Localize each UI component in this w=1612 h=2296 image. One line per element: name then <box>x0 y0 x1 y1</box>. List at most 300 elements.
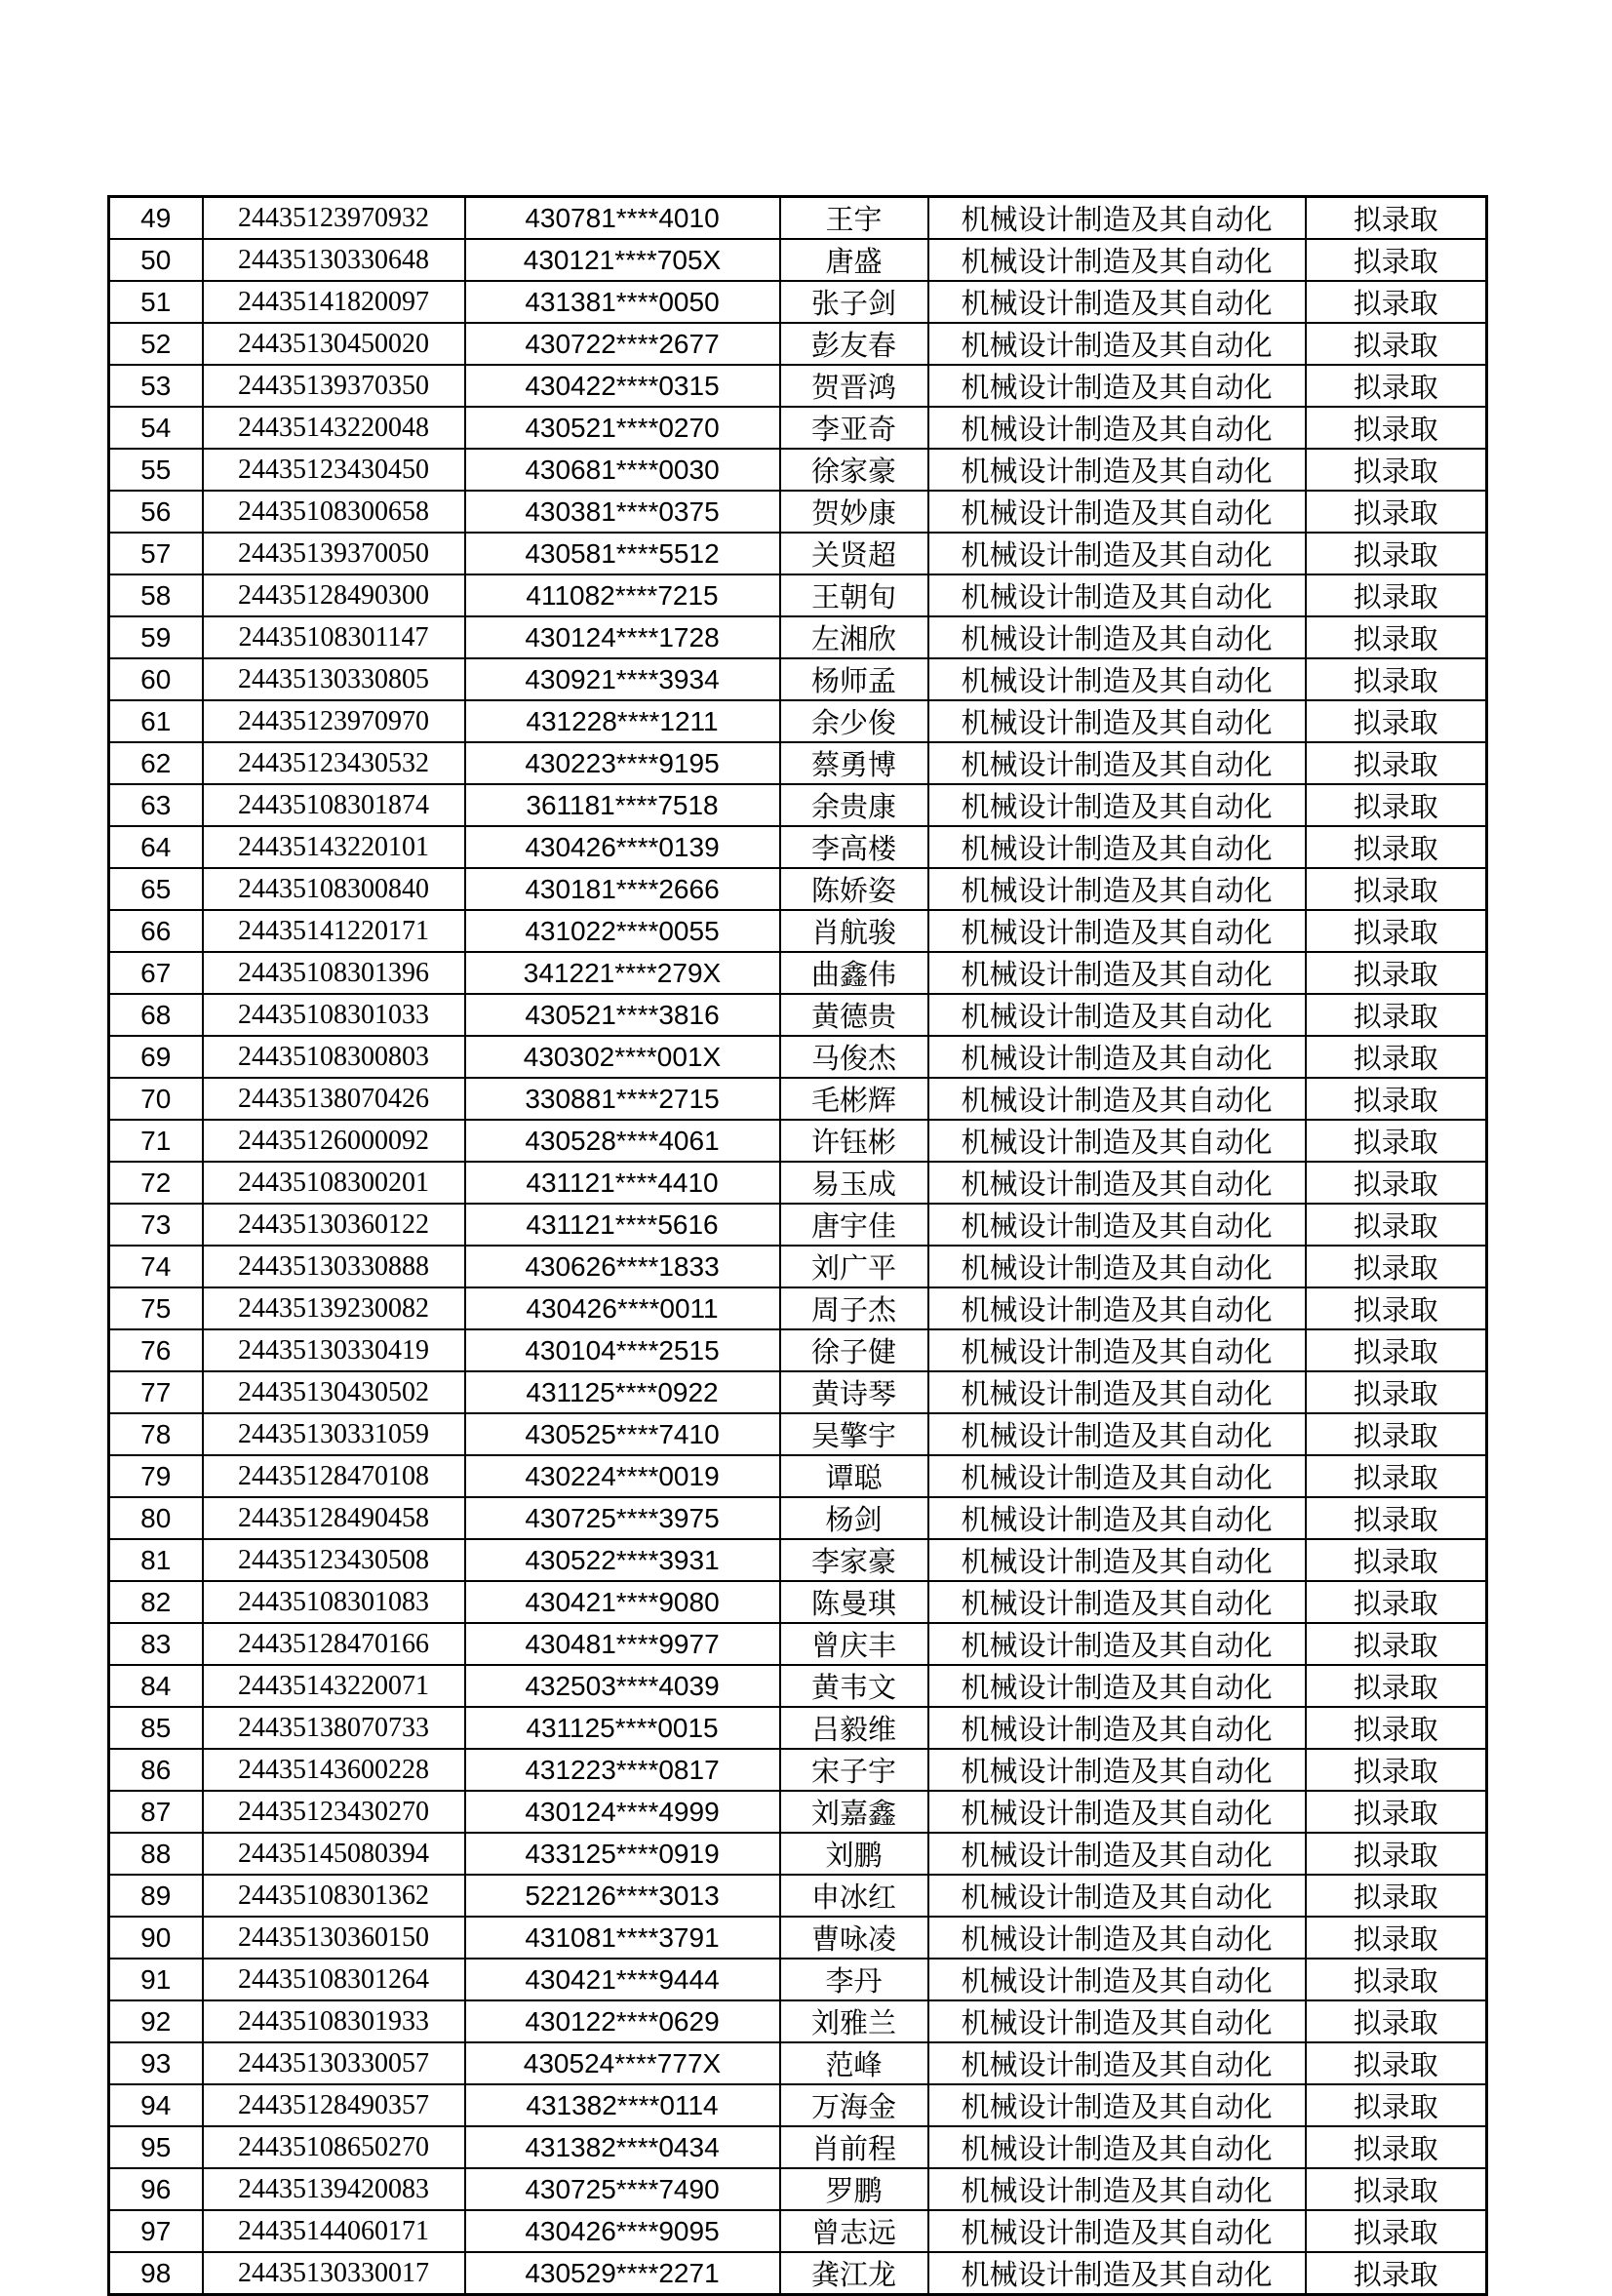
table-row <box>109 1833 1487 1875</box>
row-number-cell: 89 <box>109 1875 203 1917</box>
row-number-cell: 64 <box>109 826 203 868</box>
student-name-cell: 申冰红 <box>780 1875 928 1917</box>
table-row <box>109 742 1487 784</box>
id-number-cell: 430725****7490 <box>465 2168 780 2210</box>
student-name-cell: 左湘欣 <box>780 616 928 658</box>
exam-number-cell: 24435130331059 <box>203 1413 465 1455</box>
major-cell: 机械设计制造及其自动化 <box>928 1078 1306 1120</box>
id-number-cell: 430525****7410 <box>465 1413 780 1455</box>
status-cell: 拟录取 <box>1306 1497 1487 1539</box>
row-number-cell: 86 <box>109 1749 203 1791</box>
exam-number-cell: 24435143220071 <box>203 1665 465 1707</box>
id-number-cell: 430521****0270 <box>465 407 780 449</box>
status-cell: 拟录取 <box>1306 1959 1487 2000</box>
id-number-cell: 430725****3975 <box>465 1497 780 1539</box>
student-name-cell: 曹咏凌 <box>780 1917 928 1959</box>
row-number-cell: 95 <box>109 2126 203 2168</box>
row-number-cell: 74 <box>109 1246 203 1287</box>
major-cell: 机械设计制造及其自动化 <box>928 784 1306 826</box>
id-number-cell: 430124****4999 <box>465 1791 780 1833</box>
row-number-cell: 91 <box>109 1959 203 2000</box>
table-row <box>109 1371 1487 1413</box>
student-name-cell: 龚江龙 <box>780 2252 928 2295</box>
id-number-cell: 430122****0629 <box>465 2000 780 2042</box>
student-name-cell: 徐家豪 <box>780 449 928 491</box>
status-cell: 拟录取 <box>1306 2126 1487 2168</box>
major-cell: 机械设计制造及其自动化 <box>928 491 1306 533</box>
major-cell: 机械设计制造及其自动化 <box>928 1959 1306 2000</box>
row-number-cell: 60 <box>109 658 203 700</box>
major-cell: 机械设计制造及其自动化 <box>928 910 1306 952</box>
row-number-cell: 54 <box>109 407 203 449</box>
id-number-cell: 430522****3931 <box>465 1539 780 1581</box>
status-cell: 拟录取 <box>1306 994 1487 1036</box>
status-cell: 拟录取 <box>1306 1329 1487 1371</box>
row-number-cell: 49 <box>109 197 203 240</box>
id-number-cell: 430781****4010 <box>465 197 780 240</box>
row-number-cell: 96 <box>109 2168 203 2210</box>
student-name-cell: 曾志远 <box>780 2210 928 2252</box>
table-row <box>109 239 1487 281</box>
table-row <box>109 1791 1487 1833</box>
table-row <box>109 1581 1487 1623</box>
id-number-cell: 430524****777X <box>465 2042 780 2084</box>
exam-number-cell: 24435130330648 <box>203 239 465 281</box>
student-name-cell: 贺妙康 <box>780 491 928 533</box>
id-number-cell: 330881****2715 <box>465 1078 780 1120</box>
status-cell: 拟录取 <box>1306 197 1487 240</box>
exam-number-cell: 24435143220101 <box>203 826 465 868</box>
exam-number-cell: 24435128490357 <box>203 2084 465 2126</box>
major-cell: 机械设计制造及其自动化 <box>928 281 1306 323</box>
row-number-cell: 80 <box>109 1497 203 1539</box>
exam-number-cell: 24435139370050 <box>203 533 465 574</box>
exam-number-cell: 24435139230082 <box>203 1287 465 1329</box>
major-cell: 机械设计制造及其自动化 <box>928 952 1306 994</box>
exam-number-cell: 24435108301083 <box>203 1581 465 1623</box>
student-name-cell: 李亚奇 <box>780 407 928 449</box>
student-name-cell: 王宇 <box>780 197 928 240</box>
major-cell: 机械设计制造及其自动化 <box>928 323 1306 365</box>
table-row <box>109 994 1487 1036</box>
row-number-cell: 58 <box>109 574 203 616</box>
student-name-cell: 杨师孟 <box>780 658 928 700</box>
student-name-cell: 黄德贵 <box>780 994 928 1036</box>
student-name-cell: 唐盛 <box>780 239 928 281</box>
id-number-cell: 430421****9444 <box>465 1959 780 2000</box>
exam-number-cell: 24435130330017 <box>203 2252 465 2295</box>
status-cell: 拟录取 <box>1306 826 1487 868</box>
major-cell: 机械设计制造及其自动化 <box>928 868 1306 910</box>
row-number-cell: 69 <box>109 1036 203 1078</box>
student-name-cell: 吕毅维 <box>780 1707 928 1749</box>
table-row <box>109 1455 1487 1497</box>
exam-number-cell: 24435108300201 <box>203 1162 465 1204</box>
exam-number-cell: 24435139370350 <box>203 365 465 407</box>
id-number-cell: 431121****4410 <box>465 1162 780 1204</box>
exam-number-cell: 24435130330805 <box>203 658 465 700</box>
status-cell: 拟录取 <box>1306 1078 1487 1120</box>
student-name-cell: 唐宇佳 <box>780 1204 928 1246</box>
row-number-cell: 75 <box>109 1287 203 1329</box>
major-cell: 机械设计制造及其自动化 <box>928 1246 1306 1287</box>
student-name-cell: 马俊杰 <box>780 1036 928 1078</box>
major-cell: 机械设计制造及其自动化 <box>928 1791 1306 1833</box>
student-name-cell: 肖前程 <box>780 2126 928 2168</box>
major-cell: 机械设计制造及其自动化 <box>928 1371 1306 1413</box>
major-cell: 机械设计制造及其自动化 <box>928 449 1306 491</box>
row-number-cell: 79 <box>109 1455 203 1497</box>
table-row <box>109 784 1487 826</box>
status-cell: 拟录取 <box>1306 784 1487 826</box>
table-row <box>109 826 1487 868</box>
major-cell: 机械设计制造及其自动化 <box>928 533 1306 574</box>
id-number-cell: 430121****705X <box>465 239 780 281</box>
status-cell: 拟录取 <box>1306 742 1487 784</box>
major-cell: 机械设计制造及其自动化 <box>928 742 1306 784</box>
id-number-cell: 431125****0015 <box>465 1707 780 1749</box>
status-cell: 拟录取 <box>1306 533 1487 574</box>
student-name-cell: 余贵康 <box>780 784 928 826</box>
id-number-cell: 430426****9095 <box>465 2210 780 2252</box>
table-row <box>109 2042 1487 2084</box>
student-name-cell: 刘嘉鑫 <box>780 1791 928 1833</box>
student-name-cell: 刘广平 <box>780 1246 928 1287</box>
id-number-cell: 430626****1833 <box>465 1246 780 1287</box>
major-cell: 机械设计制造及其自动化 <box>928 1287 1306 1329</box>
row-number-cell: 63 <box>109 784 203 826</box>
student-name-cell: 李丹 <box>780 1959 928 2000</box>
exam-number-cell: 24435138070426 <box>203 1078 465 1120</box>
status-cell: 拟录取 <box>1306 1749 1487 1791</box>
id-number-cell: 431381****0050 <box>465 281 780 323</box>
student-name-cell: 宋子宇 <box>780 1749 928 1791</box>
major-cell: 机械设计制造及其自动化 <box>928 658 1306 700</box>
table-row <box>109 2126 1487 2168</box>
id-number-cell: 361181****7518 <box>465 784 780 826</box>
major-cell: 机械设计制造及其自动化 <box>928 2252 1306 2295</box>
id-number-cell: 431081****3791 <box>465 1917 780 1959</box>
id-number-cell: 430223****9195 <box>465 742 780 784</box>
id-number-cell: 430426****0139 <box>465 826 780 868</box>
row-number-cell: 72 <box>109 1162 203 1204</box>
table-row <box>109 1749 1487 1791</box>
exam-number-cell: 24435128490458 <box>203 1497 465 1539</box>
table-row <box>109 1917 1487 1959</box>
row-number-cell: 76 <box>109 1329 203 1371</box>
status-cell: 拟录取 <box>1306 700 1487 742</box>
student-name-cell: 易玉成 <box>780 1162 928 1204</box>
status-cell: 拟录取 <box>1306 1036 1487 1078</box>
table-row <box>109 1287 1487 1329</box>
id-number-cell: 430124****1728 <box>465 616 780 658</box>
table-row <box>109 1246 1487 1287</box>
table-row <box>109 2210 1487 2252</box>
status-cell: 拟录取 <box>1306 2168 1487 2210</box>
exam-number-cell: 24435108650270 <box>203 2126 465 2168</box>
student-name-cell: 黄诗琴 <box>780 1371 928 1413</box>
table-row <box>109 868 1487 910</box>
table-row <box>109 1329 1487 1371</box>
table-row <box>109 2168 1487 2210</box>
table-row <box>109 1120 1487 1162</box>
status-cell: 拟录取 <box>1306 868 1487 910</box>
id-number-cell: 431121****5616 <box>465 1204 780 1246</box>
status-cell: 拟录取 <box>1306 1413 1487 1455</box>
status-cell: 拟录取 <box>1306 323 1487 365</box>
exam-number-cell: 24435108301147 <box>203 616 465 658</box>
exam-number-cell: 24435130430502 <box>203 1371 465 1413</box>
major-cell: 机械设计制造及其自动化 <box>928 616 1306 658</box>
row-number-cell: 97 <box>109 2210 203 2252</box>
student-name-cell: 蔡勇博 <box>780 742 928 784</box>
row-number-cell: 81 <box>109 1539 203 1581</box>
row-number-cell: 59 <box>109 616 203 658</box>
student-name-cell: 黄韦文 <box>780 1665 928 1707</box>
row-number-cell: 82 <box>109 1581 203 1623</box>
major-cell: 机械设计制造及其自动化 <box>928 1833 1306 1875</box>
table-row <box>109 281 1487 323</box>
table-row <box>109 407 1487 449</box>
row-number-cell: 57 <box>109 533 203 574</box>
status-cell: 拟录取 <box>1306 2252 1487 2295</box>
table-row <box>109 1665 1487 1707</box>
major-cell: 机械设计制造及其自动化 <box>928 1749 1306 1791</box>
student-name-cell: 曾庆丰 <box>780 1623 928 1665</box>
row-number-cell: 53 <box>109 365 203 407</box>
id-number-cell: 430722****2677 <box>465 323 780 365</box>
id-number-cell: 431382****0114 <box>465 2084 780 2126</box>
row-number-cell: 88 <box>109 1833 203 1875</box>
major-cell: 机械设计制造及其自动化 <box>928 2168 1306 2210</box>
major-cell: 机械设计制造及其自动化 <box>928 2000 1306 2042</box>
exam-number-cell: 24435141220171 <box>203 910 465 952</box>
id-number-cell: 411082****7215 <box>465 574 780 616</box>
major-cell: 机械设计制造及其自动化 <box>928 1329 1306 1371</box>
student-name-cell: 罗鹏 <box>780 2168 928 2210</box>
row-number-cell: 83 <box>109 1623 203 1665</box>
student-name-cell: 关贤超 <box>780 533 928 574</box>
student-name-cell: 杨剑 <box>780 1497 928 1539</box>
exam-number-cell: 24435126000092 <box>203 1120 465 1162</box>
table-row <box>109 449 1487 491</box>
row-number-cell: 90 <box>109 1917 203 1959</box>
status-cell: 拟录取 <box>1306 1833 1487 1875</box>
admission-table <box>107 195 1488 2296</box>
id-number-cell: 433125****0919 <box>465 1833 780 1875</box>
id-number-cell: 430422****0315 <box>465 365 780 407</box>
exam-number-cell: 24435123430532 <box>203 742 465 784</box>
table-row <box>109 700 1487 742</box>
exam-number-cell: 24435108300658 <box>203 491 465 533</box>
row-number-cell: 94 <box>109 2084 203 2126</box>
id-number-cell: 430921****3934 <box>465 658 780 700</box>
table-row <box>109 2084 1487 2126</box>
status-cell: 拟录取 <box>1306 1917 1487 1959</box>
table-row <box>109 1204 1487 1246</box>
status-cell: 拟录取 <box>1306 449 1487 491</box>
exam-number-cell: 24435130330888 <box>203 1246 465 1287</box>
row-number-cell: 92 <box>109 2000 203 2042</box>
row-number-cell: 84 <box>109 1665 203 1707</box>
table-row <box>109 658 1487 700</box>
row-number-cell: 98 <box>109 2252 203 2295</box>
id-number-cell: 430529****2271 <box>465 2252 780 2295</box>
student-name-cell: 周子杰 <box>780 1287 928 1329</box>
row-number-cell: 73 <box>109 1204 203 1246</box>
exam-number-cell: 24435139420083 <box>203 2168 465 2210</box>
major-cell: 机械设计制造及其自动化 <box>928 994 1306 1036</box>
status-cell: 拟录取 <box>1306 1120 1487 1162</box>
exam-number-cell: 24435130360122 <box>203 1204 465 1246</box>
major-cell: 机械设计制造及其自动化 <box>928 1120 1306 1162</box>
status-cell: 拟录取 <box>1306 574 1487 616</box>
major-cell: 机械设计制造及其自动化 <box>928 1917 1306 1959</box>
status-cell: 拟录取 <box>1306 2210 1487 2252</box>
student-name-cell: 彭友春 <box>780 323 928 365</box>
id-number-cell: 430528****4061 <box>465 1120 780 1162</box>
id-number-cell: 432503****4039 <box>465 1665 780 1707</box>
id-number-cell: 430421****9080 <box>465 1581 780 1623</box>
student-name-cell: 贺晋鸿 <box>780 365 928 407</box>
exam-number-cell: 24435143600228 <box>203 1749 465 1791</box>
major-cell: 机械设计制造及其自动化 <box>928 1036 1306 1078</box>
status-cell: 拟录取 <box>1306 910 1487 952</box>
row-number-cell: 50 <box>109 239 203 281</box>
exam-number-cell: 24435108301874 <box>203 784 465 826</box>
status-cell: 拟录取 <box>1306 1707 1487 1749</box>
status-cell: 拟录取 <box>1306 239 1487 281</box>
major-cell: 机械设计制造及其自动化 <box>928 1204 1306 1246</box>
exam-number-cell: 24435108300840 <box>203 868 465 910</box>
id-number-cell: 431382****0434 <box>465 2126 780 2168</box>
student-name-cell: 吴擎宇 <box>780 1413 928 1455</box>
row-number-cell: 51 <box>109 281 203 323</box>
row-number-cell: 93 <box>109 2042 203 2084</box>
table-row <box>109 365 1487 407</box>
table-row <box>109 1497 1487 1539</box>
student-name-cell: 肖航骏 <box>780 910 928 952</box>
table-row <box>109 1623 1487 1665</box>
table-row <box>109 1078 1487 1120</box>
exam-number-cell: 24435123430508 <box>203 1539 465 1581</box>
student-name-cell: 许钰彬 <box>780 1120 928 1162</box>
exam-number-cell: 24435130450020 <box>203 323 465 365</box>
status-cell: 拟录取 <box>1306 281 1487 323</box>
table-row <box>109 1539 1487 1581</box>
exam-number-cell: 24435143220048 <box>203 407 465 449</box>
exam-number-cell: 24435123970932 <box>203 197 465 240</box>
student-name-cell: 万海金 <box>780 2084 928 2126</box>
id-number-cell: 430224****0019 <box>465 1455 780 1497</box>
exam-number-cell: 24435108300803 <box>203 1036 465 1078</box>
table-row <box>109 2000 1487 2042</box>
major-cell: 机械设计制造及其自动化 <box>928 1497 1306 1539</box>
table-row <box>109 910 1487 952</box>
id-number-cell: 430481****9977 <box>465 1623 780 1665</box>
major-cell: 机械设计制造及其自动化 <box>928 1455 1306 1497</box>
major-cell: 机械设计制造及其自动化 <box>928 1581 1306 1623</box>
exam-number-cell: 24435108301396 <box>203 952 465 994</box>
student-name-cell: 刘雅兰 <box>780 2000 928 2042</box>
row-number-cell: 62 <box>109 742 203 784</box>
status-cell: 拟录取 <box>1306 1371 1487 1413</box>
exam-number-cell: 24435108301362 <box>203 1875 465 1917</box>
status-cell: 拟录取 <box>1306 1875 1487 1917</box>
row-number-cell: 70 <box>109 1078 203 1120</box>
major-cell: 机械设计制造及其自动化 <box>928 1623 1306 1665</box>
id-number-cell: 431223****0817 <box>465 1749 780 1791</box>
student-name-cell: 余少俊 <box>780 700 928 742</box>
student-name-cell: 范峰 <box>780 2042 928 2084</box>
row-number-cell: 85 <box>109 1707 203 1749</box>
major-cell: 机械设计制造及其自动化 <box>928 2084 1306 2126</box>
row-number-cell: 56 <box>109 491 203 533</box>
major-cell: 机械设计制造及其自动化 <box>928 407 1306 449</box>
exam-number-cell: 24435123430450 <box>203 449 465 491</box>
table-row <box>109 1707 1487 1749</box>
status-cell: 拟录取 <box>1306 2084 1487 2126</box>
major-cell: 机械设计制造及其自动化 <box>928 700 1306 742</box>
status-cell: 拟录取 <box>1306 952 1487 994</box>
row-number-cell: 68 <box>109 994 203 1036</box>
id-number-cell: 431022****0055 <box>465 910 780 952</box>
status-cell: 拟录取 <box>1306 407 1487 449</box>
major-cell: 机械设计制造及其自动化 <box>928 2042 1306 2084</box>
table-row <box>109 323 1487 365</box>
table-row <box>109 533 1487 574</box>
major-cell: 机械设计制造及其自动化 <box>928 2210 1306 2252</box>
exam-number-cell: 24435108301033 <box>203 994 465 1036</box>
row-number-cell: 52 <box>109 323 203 365</box>
major-cell: 机械设计制造及其自动化 <box>928 1539 1306 1581</box>
exam-number-cell: 24435130330419 <box>203 1329 465 1371</box>
status-cell: 拟录取 <box>1306 1623 1487 1665</box>
exam-number-cell: 24435130330057 <box>203 2042 465 2084</box>
row-number-cell: 55 <box>109 449 203 491</box>
admission-list-page <box>107 195 1485 2296</box>
exam-number-cell: 24435128470166 <box>203 1623 465 1665</box>
exam-number-cell: 24435108301264 <box>203 1959 465 2000</box>
status-cell: 拟录取 <box>1306 1791 1487 1833</box>
row-number-cell: 67 <box>109 952 203 994</box>
table-row <box>109 1959 1487 2000</box>
table-row <box>109 616 1487 658</box>
table-row <box>109 197 1487 240</box>
id-number-cell: 430521****3816 <box>465 994 780 1036</box>
id-number-cell: 430381****0375 <box>465 491 780 533</box>
major-cell: 机械设计制造及其自动化 <box>928 239 1306 281</box>
admission-table-body <box>109 197 1487 2295</box>
row-number-cell: 65 <box>109 868 203 910</box>
id-number-cell: 431125****0922 <box>465 1371 780 1413</box>
status-cell: 拟录取 <box>1306 1287 1487 1329</box>
major-cell: 机械设计制造及其自动化 <box>928 1875 1306 1917</box>
major-cell: 机械设计制造及其自动化 <box>928 1162 1306 1204</box>
exam-number-cell: 24435145080394 <box>203 1833 465 1875</box>
student-name-cell: 毛彬辉 <box>780 1078 928 1120</box>
table-row <box>109 491 1487 533</box>
major-cell: 机械设计制造及其自动化 <box>928 1665 1306 1707</box>
status-cell: 拟录取 <box>1306 1665 1487 1707</box>
status-cell: 拟录取 <box>1306 1581 1487 1623</box>
status-cell: 拟录取 <box>1306 658 1487 700</box>
student-name-cell: 谭聪 <box>780 1455 928 1497</box>
id-number-cell: 522126****3013 <box>465 1875 780 1917</box>
table-row <box>109 2252 1487 2295</box>
table-row <box>109 574 1487 616</box>
student-name-cell: 张子剑 <box>780 281 928 323</box>
